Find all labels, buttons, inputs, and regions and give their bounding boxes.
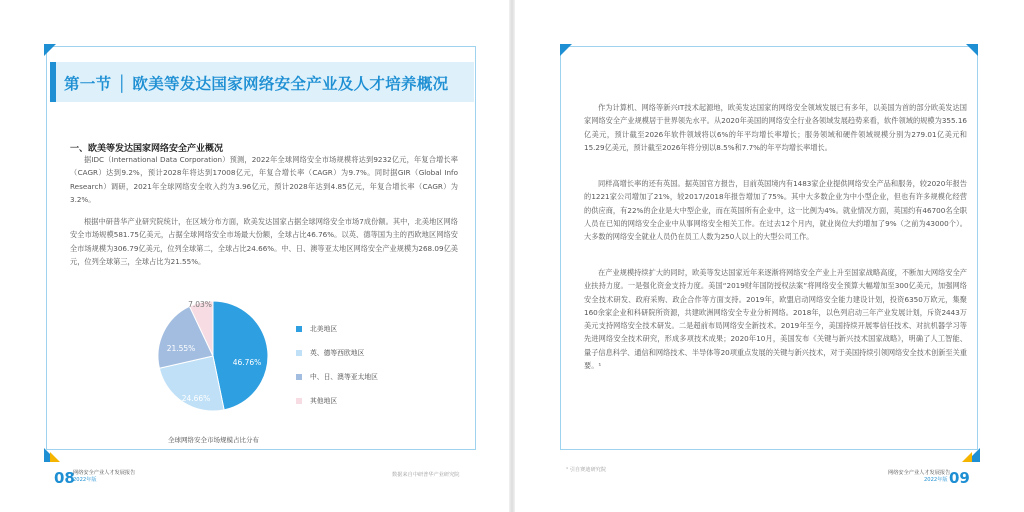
footnote: ¹ 引自赛迪研究院 bbox=[566, 467, 607, 473]
corner-decoration bbox=[966, 44, 978, 56]
book-spine bbox=[509, 0, 515, 512]
legend-swatch bbox=[296, 326, 302, 332]
paragraph: 根据中研普华产业研究院统计，在区域分布方面，欧美发达国家占据全球网络安全市场7成份额。其中，北美地区网络安全市场规模581.75亿美元，占据全球网络安全市场最大份额，全球占比46.76%。以英、德等国为主的西欧地区网络安全市场规模为306.79亿美元，位列全球第二，全球占比24.66%。中、日、澳等亚太地区网络安全产业规模为268.09亿美元，位列全球第三，全球占比为21.55%。 bbox=[70, 217, 458, 266]
pie-slice-label: 21.55% bbox=[166, 344, 196, 353]
paragraph: 作为计算机、网络等新兴IT技术起源地，欧美发达国家的网络安全领域发展已有多年，以美国为首的部分欧美发达国家网络安全产业规模居于世界领先水平。从2020年美国的网络安全行业各领域发展趋势来看，软件领域的规模为355.16亿美元，预计截至2026年软件领域将以6%的年平均增长率增长；服务领域和硬件领域规模分别为279.01亿美元和15.29亿美元，预计截至2026年将分别以8.5%和7.7%的年平均增长率增长。 bbox=[584, 103, 967, 152]
footer-title: 网络安全产业人才发展报告 bbox=[73, 470, 136, 476]
legend-label: 其他地区 bbox=[310, 397, 338, 405]
legend-label: 中、日、澳等亚太地区 bbox=[310, 373, 378, 381]
legend-item bbox=[296, 397, 337, 405]
source-note: 数据来自中研普华产业研究院 bbox=[392, 472, 460, 478]
legend-item bbox=[296, 325, 337, 333]
footer-year: 2022年版 bbox=[924, 477, 948, 483]
corner-decoration-accent bbox=[50, 452, 60, 462]
section-title: 第一节 │ 欧美等发达国家网络安全产业及人才培养概况 bbox=[64, 75, 449, 93]
corner-decoration bbox=[44, 44, 56, 56]
legend-swatch bbox=[296, 350, 302, 356]
pie-slice-label: 24.66% bbox=[181, 394, 211, 403]
corner-decoration-accent bbox=[962, 452, 972, 462]
footer-year: 2022年版 bbox=[73, 477, 97, 483]
corner-decoration bbox=[560, 44, 572, 56]
legend-label: 英、德等西欧地区 bbox=[310, 349, 365, 357]
pie-slice-label: 46.76% bbox=[232, 358, 262, 367]
paragraph: 在产业规模持续扩大的同时，欧美等发达国家近年来逐渐将网络安全产业上升至国家战略高度，不断加大网络安全产业扶持力度。一是强化资金支持力度。美国“2019财年国防授权法案”将网络安全预算大幅增加至300亿美元，加强网络安全技术研发、政府采购、政企合作等方面支持。2019年，欧盟启动网络安全能力建设计划，投资6350万欧元，集聚160余家企业和科研院所资源，共建欧洲网络安全专业分析网络。2018年，以色列启动三年产业发展计划，斥资2443万美元支持网络安全技术研发。二是超前布局网络安全新技术。2019年至今，美国持续开展零信任技术、对抗机器学习等先进网络安全技术研究，形成多项技术成果；2020年10月，美国发布《关键与新兴技术国家战略》，明确了人工智能、量子信息科学、通信和网络技术、半导体等20项重点发展的关键与新兴技术，对于美国持续引领网络安全技术创新至关重要。¹ bbox=[584, 268, 967, 371]
pie-chart bbox=[140, 290, 440, 450]
paragraph: 同样高增长率的还有英国。据英国官方报告，目前英国境内有1483家企业提供网络安全产品和服务，较2020年报告的1221家公司增加了21%，较2017/2018年报告增加了75%。其中大多数企业为中小型企业，但也有许多规模化经营的供应商，有22%的企业是大中型企业，而在英国所有企业中，这一比例为4%。就业情况方面，英国约有46700名全职人员在已知的网络安全企业中从事网络安全相关工作。在过去12个月内，就业岗位大约增加了9%（之前为43000个）。大多数的网络安全就业人员仍在员工人数为250人以上的大型公司工作。 bbox=[584, 179, 967, 242]
legend-swatch bbox=[296, 374, 302, 380]
page-number: 09 bbox=[949, 469, 970, 487]
subheading: 一、欧美等发达国家网络安全产业概况 bbox=[70, 144, 224, 154]
pie-slice-label: 7.03% bbox=[188, 300, 212, 309]
paragraph: 据IDC（International Data Corporation）预测，2022年全球网络安全市场规模将达到9232亿元，年复合增长率（CAGR）达到9.2%，预计2028年将达到17008亿元，年复合增长率（CAGR）为9.7%。同时据GIR（Global Info Research）调研，2021年全球网络安全收入约为3.96亿元，预计2028年达到4.85亿元，年复合增长率（CAGR）为3.2%。 bbox=[70, 155, 458, 204]
legend-item bbox=[296, 373, 378, 381]
page-number: 08 bbox=[54, 469, 75, 487]
legend-label: 北美地区 bbox=[310, 325, 338, 333]
legend-item bbox=[296, 349, 364, 357]
legend-swatch bbox=[296, 398, 302, 404]
chart-caption: 全球网络安全市场规模占比分布 bbox=[168, 436, 259, 444]
footer-title: 网络安全产业人才发展报告 bbox=[888, 470, 951, 476]
